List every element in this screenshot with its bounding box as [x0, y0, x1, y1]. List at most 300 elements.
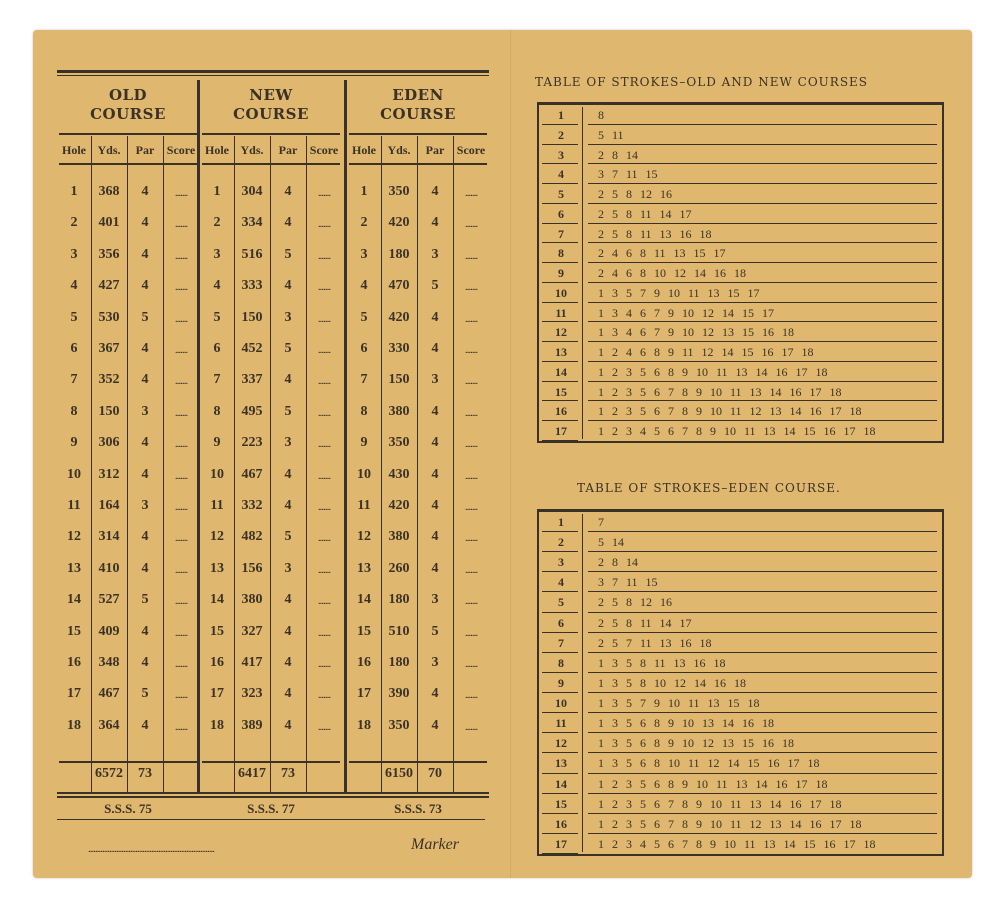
hole-number: 9 [213, 435, 221, 451]
score-entry[interactable]: ....... [464, 501, 478, 513]
standard-scratch-score: S.S.S. 73 [394, 801, 442, 816]
hole-number: 11 [67, 498, 81, 513]
standard-scratch-score: S.S.S. 75 [104, 801, 152, 816]
par: 4 [284, 215, 292, 231]
hole-number: 9 [70, 435, 78, 451]
yards: 380 [241, 592, 263, 608]
par: 4 [141, 372, 149, 388]
par: 5 [141, 309, 149, 325]
course-title: COURSE [90, 105, 166, 123]
score-entry[interactable]: ....... [464, 218, 478, 231]
strokes-row-rule [588, 321, 937, 322]
strokes-holes: 7 [598, 515, 604, 529]
column-header: Par [425, 143, 445, 157]
score-entry[interactable]: ....... [317, 689, 331, 702]
header-rule [59, 133, 197, 135]
par: 3 [431, 246, 439, 262]
strokes-row-rule [542, 853, 578, 854]
column-header: Par [135, 143, 155, 157]
strokes-row-rule [588, 341, 937, 342]
strokes-row-rule [588, 833, 937, 834]
score-entry[interactable]: ....... [464, 375, 478, 388]
score-entry[interactable]: ....... [464, 720, 478, 733]
score-entry[interactable]: ....... [464, 563, 478, 576]
strokes-handicap: 9 [558, 675, 564, 690]
strokes-holes: 1 3 5 8 10 12 14 16 18 [598, 675, 746, 690]
yards: 527 [98, 592, 120, 608]
score-entry[interactable]: ....... [464, 469, 478, 482]
strokes-row-rule [542, 591, 578, 592]
column-header: Yds. [387, 143, 411, 157]
total-yards: 6572 [95, 766, 123, 781]
par: 3 [431, 655, 439, 670]
strokes-holes: 1 3 5 7 9 10 11 13 15 17 [598, 285, 760, 300]
strokes-holes: 1 2 3 5 6 8 9 10 11 13 14 16 17 18 [598, 364, 828, 379]
yards: 401 [98, 215, 120, 231]
hole-number: 7 [70, 372, 78, 388]
yards: 368 [98, 184, 120, 199]
strokes-holes: 1 2 3 5 6 7 8 9 10 11 12 13 14 16 17 18 [598, 404, 862, 419]
score-entry[interactable]: ....... [464, 689, 478, 702]
strokes-holes: 2 5 8 12 16 [598, 187, 672, 202]
par: 4 [284, 498, 292, 513]
par: 4 [141, 623, 149, 639]
yards: 390 [388, 686, 410, 702]
score-entry[interactable]: ....... [464, 626, 478, 639]
yards: 420 [388, 215, 410, 231]
par: 4 [141, 560, 149, 576]
score-entry[interactable]: ....... [174, 375, 188, 388]
standard-scratch-score: S.S.S. 77 [247, 801, 295, 816]
strokes-row-rule [588, 124, 937, 125]
strokes-row-rule [542, 203, 578, 204]
strokes-row-rule [588, 420, 937, 421]
sss-rule [57, 819, 485, 820]
score-entry[interactable]: ....... [174, 563, 188, 576]
hole-number: 7 [213, 372, 221, 388]
hole-number: 2 [360, 215, 368, 231]
strokes-row-rule [542, 773, 578, 774]
strokes-row-rule [542, 124, 578, 125]
score-entry[interactable]: ....... [317, 532, 331, 545]
yards: 314 [98, 529, 120, 545]
yards: 467 [241, 466, 263, 482]
score-entry[interactable]: ....... [464, 438, 478, 451]
strokes-row-rule [542, 341, 578, 342]
score-entry[interactable]: ....... [317, 720, 331, 733]
yards: 417 [241, 655, 263, 670]
par: 5 [431, 278, 439, 294]
strokes-row-rule [588, 400, 937, 401]
score-entry[interactable]: ....... [317, 438, 331, 451]
score-entry[interactable]: ....... [317, 249, 331, 262]
par: 4 [284, 184, 292, 199]
column-header: Score [166, 143, 196, 157]
strokes-handicap: 1 [558, 108, 564, 122]
yards: 150 [388, 372, 410, 388]
strokes-handicap: 7 [558, 226, 564, 241]
hole-number: 15 [357, 623, 371, 639]
par: 4 [431, 529, 439, 545]
strokes-row-rule [542, 712, 578, 713]
par: 4 [431, 466, 439, 482]
score-entry[interactable]: ....... [174, 658, 188, 670]
hole-number: 11 [357, 498, 371, 513]
par: 3 [431, 592, 439, 608]
hole-number: 18 [357, 717, 371, 733]
score-entry[interactable]: ....... [464, 187, 478, 199]
yards: 304 [241, 184, 263, 199]
par: 4 [141, 529, 149, 545]
par: 4 [284, 655, 292, 670]
hole-number: 5 [70, 309, 78, 325]
hole-number: 15 [210, 623, 224, 639]
strokes-handicap: 2 [558, 535, 564, 550]
strokes-row-rule [588, 302, 937, 303]
header-rule [202, 163, 340, 165]
strokes-row-rule [542, 282, 578, 283]
score-entry[interactable]: ....... [464, 281, 478, 294]
strokes-row-rule [542, 752, 578, 753]
strokes-holes: 2 5 8 11 14 17 [598, 206, 692, 221]
strokes-holes: 1 3 5 6 8 9 10 12 13 15 16 18 [598, 736, 794, 751]
hole-number: 2 [70, 215, 78, 231]
hole-number: 14 [210, 592, 224, 608]
score-entry[interactable]: ....... [464, 532, 478, 545]
strokes-handicap: 5 [558, 595, 564, 610]
par: 4 [431, 309, 439, 325]
column-header: Yds. [240, 143, 264, 157]
strokes-handicap: 16 [555, 816, 567, 831]
par: 4 [141, 655, 149, 670]
strokes-holes: 8 [598, 108, 604, 122]
strokes-holes: 5 14 [598, 535, 624, 550]
total-par: 73 [281, 766, 295, 781]
strokes-holes: 1 3 5 7 9 10 11 13 15 18 [598, 696, 760, 711]
yards: 150 [98, 403, 120, 419]
strokes-handicap: 7 [558, 635, 564, 650]
hole-number: 10 [210, 466, 224, 482]
yards: 348 [98, 655, 120, 670]
par: 4 [141, 246, 149, 262]
strokes-row-rule [542, 551, 578, 552]
score-entry[interactable]: ....... [174, 249, 188, 262]
strokes-row-rule [588, 692, 937, 693]
strokes-row-rule [588, 203, 937, 204]
score-entry[interactable]: ....... [174, 501, 188, 513]
par: 4 [141, 215, 149, 231]
par: 5 [284, 403, 292, 419]
hole-number: 3 [213, 246, 221, 262]
strokes-handicap: 9 [558, 266, 564, 281]
yards: 180 [388, 655, 410, 670]
strokes-row-rule [588, 551, 937, 552]
hole-number: 3 [360, 246, 368, 262]
strokes-row-rule [588, 262, 937, 263]
score-entry[interactable]: ....... [174, 689, 188, 702]
yards: 334 [241, 215, 263, 231]
strokes-table-title: TABLE OF STROKES–EDEN COURSE. [577, 481, 841, 495]
par: 5 [141, 592, 149, 608]
strokes-holes: 2 8 14 [598, 555, 638, 570]
par: 4 [141, 466, 149, 482]
hole-number: 13 [210, 560, 224, 576]
course-title: COURSE [233, 105, 309, 123]
strokes-row-rule [542, 400, 578, 401]
strokes-row-rule [588, 612, 937, 613]
score-entry[interactable]: ....... [464, 312, 478, 325]
score-entry[interactable]: ....... [317, 312, 331, 325]
hole-number: 6 [70, 341, 78, 356]
yards: 530 [98, 309, 120, 325]
strokes-handicap: 15 [555, 384, 567, 399]
score-entry[interactable]: ....... [464, 249, 478, 262]
strokes-row-rule [542, 833, 578, 834]
score-entry[interactable]: ....... [174, 406, 188, 419]
par: 4 [284, 592, 292, 608]
par: 5 [284, 529, 292, 545]
yards: 482 [241, 529, 263, 545]
strokes-row-rule [588, 163, 937, 164]
strokes-holes: 3 7 11 15 [598, 575, 658, 590]
score-entry[interactable]: ....... [174, 187, 188, 199]
column-header: Yds. [97, 143, 121, 157]
strokes-row-rule [542, 242, 578, 243]
score-entry[interactable]: ....... [174, 626, 188, 639]
strokes-handicap: 12 [555, 736, 567, 751]
strokes-holes: 2 5 7 11 13 16 18 [598, 635, 712, 650]
hole-number: 10 [357, 466, 371, 482]
strokes-row-rule [542, 302, 578, 303]
yards: 330 [388, 341, 410, 356]
course-title: COURSE [380, 105, 456, 123]
yards: 389 [241, 717, 263, 733]
par: 4 [431, 560, 439, 576]
hole-number: 16 [210, 655, 224, 670]
strokes-handicap: 8 [558, 655, 564, 670]
yards: 180 [388, 246, 410, 262]
score-entry[interactable]: ....... [174, 218, 188, 231]
hole-number: 1 [360, 184, 368, 199]
strokes-handicap: 3 [558, 555, 564, 570]
strokes-row-rule [588, 361, 937, 362]
score-entry[interactable]: ....... [317, 658, 331, 670]
yards: 223 [241, 435, 263, 451]
strokes-row-rule [542, 672, 578, 673]
hole-number: 6 [213, 341, 221, 356]
strokes-row-rule [542, 163, 578, 164]
yards: 380 [388, 529, 410, 545]
strokes-row-rule [588, 282, 937, 283]
strokes-row-rule [588, 793, 937, 794]
yards: 156 [241, 560, 263, 576]
course-divider [197, 80, 200, 793]
strokes-holes: 1 3 4 6 7 9 10 12 14 15 17 [598, 305, 774, 320]
column-header: Score [456, 143, 486, 157]
strokes-row-rule [588, 632, 937, 633]
hole-number: 12 [210, 529, 224, 545]
score-entry[interactable]: ....... [174, 438, 188, 451]
score-entry[interactable]: ....... [174, 281, 188, 294]
hole-number: 16 [67, 655, 81, 670]
yards: 356 [98, 246, 120, 262]
score-entry[interactable]: ....... [317, 281, 331, 294]
strokes-row-rule [588, 813, 937, 814]
hole-number: 8 [213, 403, 221, 419]
hole-number: 9 [360, 435, 368, 451]
strokes-holes: 1 2 3 5 6 7 8 9 10 11 13 14 16 17 18 [598, 384, 842, 399]
par: 5 [141, 686, 149, 702]
strokes-handicap: 11 [555, 305, 567, 320]
score-entry[interactable]: ....... [317, 469, 331, 482]
par: 5 [431, 623, 439, 639]
par: 4 [431, 435, 439, 451]
strokes-row-rule [542, 652, 578, 653]
strokes-holes: 1 2 3 5 6 7 8 9 10 11 12 13 14 16 17 18 [598, 816, 862, 831]
score-entry[interactable]: ....... [317, 626, 331, 639]
strokes-holes: 5 11 [598, 127, 624, 142]
strokes-handicap: 8 [558, 246, 564, 261]
yards: 350 [388, 435, 410, 451]
strokes-row-rule [588, 591, 937, 592]
hole-number: 14 [67, 592, 81, 608]
strokes-row-rule [542, 321, 578, 322]
column-header: Hole [62, 143, 86, 157]
par: 4 [431, 341, 439, 356]
strokes-row-rule [542, 692, 578, 693]
par: 4 [141, 184, 149, 199]
yards: 420 [388, 498, 410, 513]
strokes-handicap: 11 [555, 716, 567, 731]
course-title: OLD [108, 86, 148, 104]
hole-number: 13 [357, 560, 371, 576]
par: 4 [284, 466, 292, 482]
strokes-divider [582, 514, 583, 852]
hole-number: 6 [360, 341, 368, 356]
yards: 364 [98, 717, 120, 733]
course-divider [344, 80, 347, 793]
score-entry[interactable]: ....... [174, 469, 188, 482]
yards: 427 [98, 278, 120, 294]
strokes-holes: 1 2 3 4 5 6 7 8 9 10 11 13 14 15 16 17 18 [598, 836, 876, 851]
strokes-holes: 1 2 3 4 5 6 7 8 9 10 11 13 14 15 16 17 18 [598, 424, 876, 439]
score-entry[interactable]: ....... [464, 595, 478, 608]
strokes-row-rule [542, 440, 578, 441]
hole-number: 12 [357, 529, 371, 545]
hole-number: 17 [67, 686, 81, 702]
strokes-handicap: 10 [555, 696, 567, 711]
hole-number: 17 [357, 686, 371, 702]
score-entry[interactable]: ....... [317, 218, 331, 231]
score-entry[interactable]: ....... [174, 720, 188, 733]
par: 4 [431, 184, 439, 199]
yards: 332 [241, 498, 263, 513]
yards: 260 [388, 560, 410, 576]
hole-number: 14 [357, 592, 371, 608]
yards: 410 [98, 560, 120, 576]
strokes-handicap: 4 [558, 575, 564, 590]
hole-number: 11 [210, 498, 224, 513]
strokes-handicap: 14 [555, 364, 567, 379]
hole-number: 8 [70, 403, 78, 419]
score-entry[interactable]: ....... [317, 187, 331, 199]
score-entry[interactable]: ....... [174, 532, 188, 545]
strokes-row-rule [542, 632, 578, 633]
strokes-row-rule [588, 773, 937, 774]
strokes-handicap: 14 [555, 776, 567, 791]
strokes-row-rule [542, 183, 578, 184]
strokes-row-rule [588, 144, 937, 145]
par: 4 [431, 717, 439, 733]
yards: 516 [241, 246, 263, 262]
score-entry[interactable]: ....... [317, 595, 331, 608]
yards: 350 [388, 717, 410, 733]
score-entry[interactable]: ....... [464, 344, 478, 356]
strokes-handicap: 4 [558, 167, 564, 182]
par: 5 [284, 341, 292, 356]
yards: 312 [98, 466, 120, 482]
top-rule-thin [57, 75, 489, 76]
marker-label: Marker [411, 836, 459, 853]
header-rule [349, 163, 487, 165]
yards: 467 [98, 686, 120, 702]
strokes-row-rule [542, 361, 578, 362]
score-entry[interactable]: ....... [464, 406, 478, 419]
strokes-holes: 1 3 4 6 7 9 10 12 13 15 16 18 [598, 325, 794, 340]
par: 4 [284, 623, 292, 639]
hole-number: 15 [67, 623, 81, 639]
score-entry[interactable]: ....... [464, 658, 478, 670]
yards: 327 [241, 623, 263, 639]
score-entry[interactable]: ....... [174, 595, 188, 608]
score-entry[interactable]: ....... [317, 563, 331, 576]
strokes-row-rule [542, 381, 578, 382]
par: 4 [141, 435, 149, 451]
strokes-handicap: 17 [555, 836, 567, 851]
score-entry[interactable]: ....... [317, 375, 331, 388]
par: 4 [141, 341, 149, 356]
course-title: EDEN [392, 86, 444, 104]
yards: 164 [98, 498, 120, 513]
strokes-row-rule [588, 571, 937, 572]
strokes-row-rule [542, 793, 578, 794]
par: 3 [284, 309, 292, 325]
score-entry[interactable]: ....... [174, 344, 188, 356]
strokes-holes: 2 4 6 8 11 13 15 17 [598, 246, 726, 261]
hole-number: 12 [67, 529, 81, 545]
hole-number: 3 [70, 246, 78, 262]
strokes-handicap: 15 [555, 796, 567, 811]
strokes-handicap: 16 [555, 404, 567, 419]
strokes-handicap: 1 [558, 515, 564, 529]
par: 3 [141, 498, 149, 513]
strokes-holes: 3 7 11 15 [598, 167, 658, 182]
score-entry[interactable]: ....... [174, 312, 188, 325]
score-entry[interactable]: ....... [317, 501, 331, 513]
totals-rule [59, 761, 197, 763]
yards: 352 [98, 372, 120, 388]
strokes-row-rule [588, 242, 937, 243]
strokes-row-rule [588, 652, 937, 653]
yards: 420 [388, 309, 410, 325]
score-entry[interactable]: ....... [317, 344, 331, 356]
par: 4 [431, 498, 439, 513]
strokes-row-rule [542, 732, 578, 733]
yards: 495 [241, 403, 263, 419]
hole-number: 4 [70, 278, 78, 294]
par: 4 [141, 278, 149, 294]
score-entry[interactable]: ....... [317, 406, 331, 419]
